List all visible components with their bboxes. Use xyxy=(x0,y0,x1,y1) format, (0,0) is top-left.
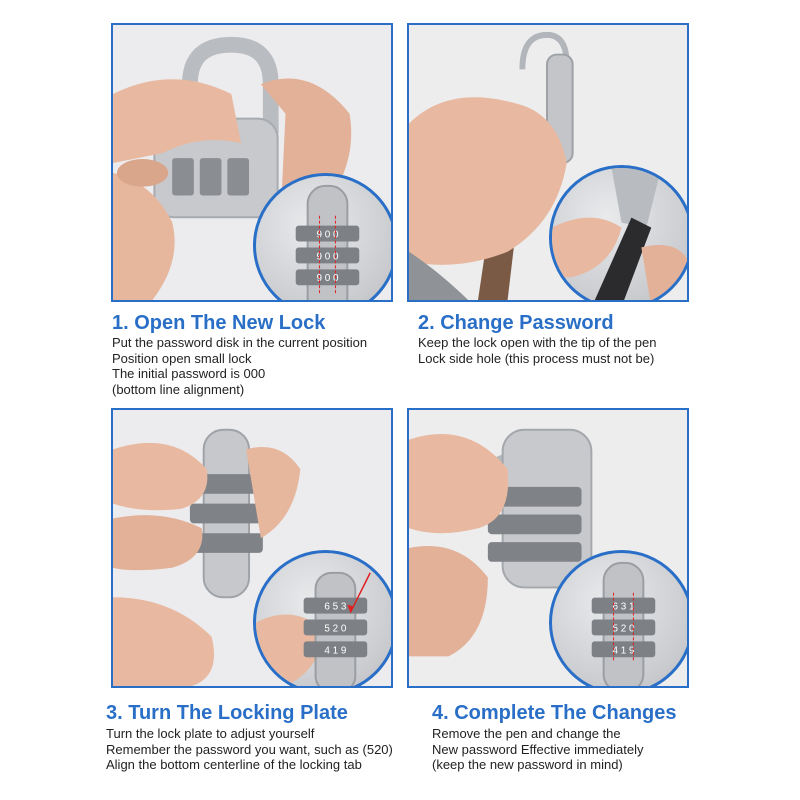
step-1-description xyxy=(112,335,367,397)
step-1-title: 1. Open The New Lock xyxy=(112,312,326,334)
dial-turning-closeup xyxy=(256,553,393,688)
step-3-line: Align the bottom centerline of the locking tab xyxy=(106,757,362,772)
inset-dial-row: 9 0 0 xyxy=(316,273,339,285)
step-3-line: Turn the lock plate to adjust yourself xyxy=(106,726,315,741)
inset-dial-row: 9 0 0 xyxy=(316,251,339,263)
step-4-photo xyxy=(407,408,689,688)
step-3-description xyxy=(106,726,393,773)
step-1-line: Put the password disk in the current position xyxy=(112,335,368,350)
step-2-description xyxy=(418,335,657,366)
new-password-closeup xyxy=(552,553,689,688)
step-3-detail-inset xyxy=(253,550,393,688)
inset-dial-row: 6 3 1 xyxy=(612,601,635,613)
inset-dial-row: 5 2 0 xyxy=(324,623,347,635)
step-4-line: Remove the pen and change the xyxy=(432,726,621,741)
step-2-title: 2. Change Password xyxy=(418,312,614,334)
inset-dial-row: 6 5 3 xyxy=(324,601,347,613)
inset-dial-row: 4 1 9 xyxy=(324,645,347,657)
step-2-line: Keep the lock open with the tip of the pen xyxy=(418,335,657,350)
lock-dials-closeup xyxy=(256,176,393,302)
step-1-photo xyxy=(111,23,393,302)
step-4-line: New password Effective immediately xyxy=(432,741,644,757)
inset-dial-row: 5 2 0 xyxy=(612,623,635,635)
step-2-line: Lock side hole (this process must not be) xyxy=(418,350,655,366)
step-3-title: 3. Turn The Locking Plate xyxy=(106,702,348,724)
step-3-photo xyxy=(111,408,393,688)
pen-tip-closeup xyxy=(552,168,689,302)
step-4-detail-inset xyxy=(549,550,689,688)
step-2-detail-inset xyxy=(549,165,689,302)
step-1-line: Position open small lock xyxy=(112,350,252,366)
step-4-description xyxy=(432,726,643,773)
step-3-line: Remember the password you want, such as (520) xyxy=(106,741,393,757)
step-4-line: (keep the new password in mind) xyxy=(432,757,623,772)
step-4-title: 4. Complete The Changes xyxy=(432,702,677,724)
inset-dial-row: 4 1 9 xyxy=(612,645,635,657)
inset-dial-row: 9 0 0 xyxy=(316,229,339,241)
step-1-line: (bottom line alignment) xyxy=(112,381,245,397)
step-2-photo xyxy=(407,23,689,302)
step-1-line: The initial password is 000 xyxy=(112,366,266,381)
